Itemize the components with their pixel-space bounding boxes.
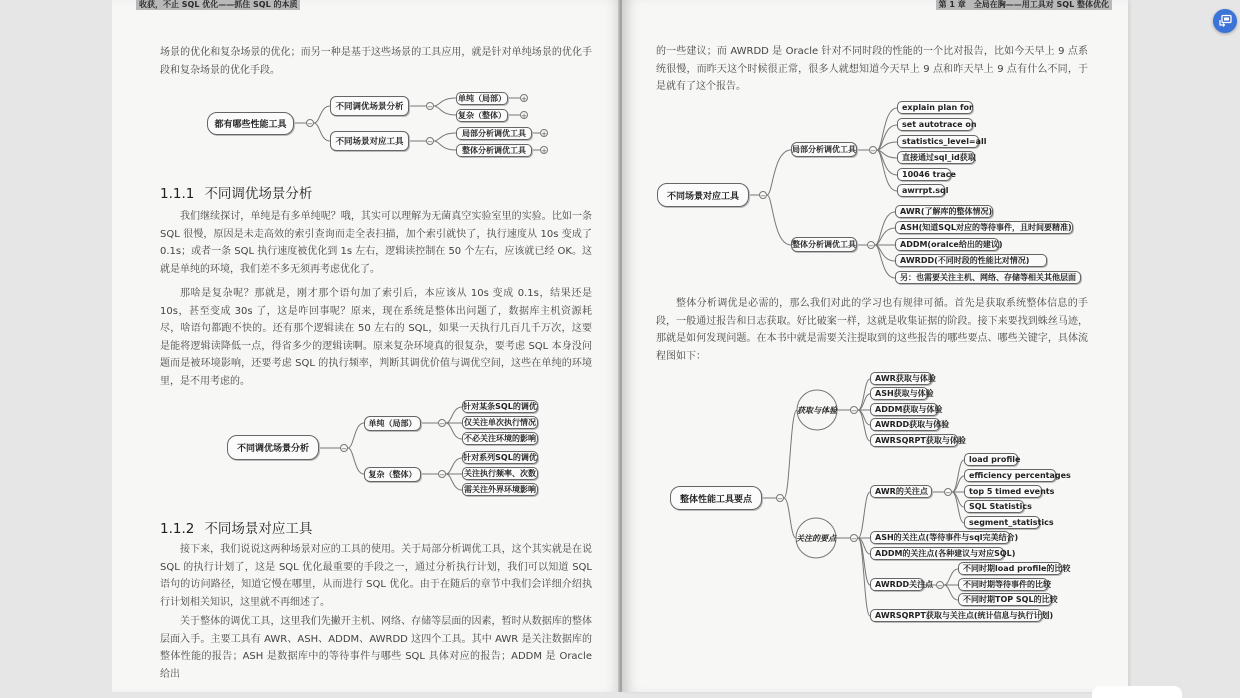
paragraph: 关于整体的调优工具，这里我们先撇开主机、网络、存储等层面的因素，暂时从数据库的整体层面入手。主要工具有 AWR、ASH、ADDM、AWRDD 这四个工具。其中 AWR 是关注数据库的整体性能的报告；ASH 是数据库中的等待事件与哪些 SQL 具体对应的报告；ADDM 是 Oracle 给出: [160, 616, 592, 680]
mindmap-root: 不同场景对应工具: [657, 183, 749, 207]
mindmap-scenario-tools: [657, 99, 1087, 287]
mindmap-leaf: 针对系列SQL的调优: [463, 453, 537, 462]
section-title: 不同调优场景分析: [204, 186, 313, 202]
mindmap-branch: 复杂（整体）: [364, 467, 421, 482]
collapse-toggle[interactable]: −: [427, 138, 433, 146]
mindmap-branch: 整体分析调优工具: [791, 237, 857, 252]
expand-toggle[interactable]: +: [541, 147, 547, 155]
collapse-toggle[interactable]: −: [777, 495, 783, 503]
mindmap-leaf: 不必关注环境的影响: [464, 434, 536, 443]
mindmap-leaf: statistics_level=all: [897, 135, 979, 148]
collapse-toggle[interactable]: −: [439, 471, 445, 479]
mindmap-leaf: SQL Statistics: [964, 500, 1024, 513]
collapse-toggle[interactable]: −: [868, 242, 874, 250]
mindmap-root: 不同调优场景分析: [227, 435, 319, 460]
mindmap-leaf: ADDM(oralce给出的建议): [895, 238, 999, 251]
collapse-toggle[interactable]: −: [945, 489, 951, 497]
paragraph: 的一些建议；而 AWRDD 是 Oracle 针对不同时段的性能的一个比对报告，比如今天早上 9 点系统很慢，而昨天这个时候很正常，很多人就想知道今天早上 9 点和昨天早上 9 点有什么不同，于是就有了这个报告。: [656, 46, 1088, 92]
running-head-right: 第 1 章 全局在胸——用工具对 SQL 整体优化: [936, 0, 1112, 10]
mindmap-branch: 不同调优场景分析: [330, 96, 409, 116]
translate-screen-icon: [1218, 14, 1232, 28]
section-number: 1.1.2: [160, 521, 195, 537]
mindmap-leaf: AWRDD(不同时段的性能比对情况): [895, 254, 1047, 267]
paragraph: 我们继续探讨，单纯是有多单纯呢？哦，其实可以理解为无菌真空实验室里的实验。比如一条 SQL 很慢，原因是未走高效的索引查询而走全表扫描，加个索引就快了，执行速度从 10s 变成了 0.1s；或者一条 SQL 执行速度被优化到 1s 左右，逻辑读控制在 50 个左右，应该就已经 OK。这就是单纯的环境，我们差不多无须再考虑优化了。: [160, 211, 592, 275]
collapse-toggle[interactable]: −: [439, 420, 445, 428]
section-heading-1-1-1: [160, 182, 312, 202]
section-number: 1.1.1: [160, 186, 195, 202]
running-head-left: 收获，不止 SQL 优化——抓住 SQL 的本质: [136, 0, 300, 10]
mindmap-leaf: 10046 trace: [897, 168, 951, 181]
mindmap-leaf: ADDM的关注点(各种建议与对应SQL): [870, 547, 1004, 560]
mindmap-branch: 局部分析调优工具: [791, 142, 857, 157]
section-heading-1-1-2: [160, 517, 312, 537]
mindmap-leaf: 关注执行频率、次数: [464, 469, 536, 478]
mindmap-node: AWR的关注点: [870, 485, 932, 498]
mindmap-leaf: 复杂（整体）: [458, 111, 506, 120]
mindmap-leaf: AWRDD获取与体验: [870, 418, 940, 431]
mindmap-performance-keypoints: [670, 368, 1090, 630]
mindmap-node: AWRDD关注点: [870, 578, 924, 591]
paragraph: 整体分析调优是必需的，那么我们对此的学习也有规律可循。首先是获取系统整体信息的手段，一般通过报告和日志获取。好比破案一样，这就是收集证据的阶段。接下来要找到蛛丝马迹，那就是如何发现问题。在本书中就是需要关注提取到的这些报告的哪些要点、哪些关键字，具体流程图如下：: [656, 298, 1088, 362]
mindmap-leaf: top 5 timed events: [964, 485, 1042, 498]
mindmap-leaf: set autotrace on: [897, 118, 973, 131]
collapse-toggle[interactable]: −: [760, 192, 766, 200]
collapse-toggle[interactable]: −: [851, 535, 857, 543]
collapse-toggle[interactable]: −: [307, 120, 313, 128]
mindmap-leaf: efficiency percentages: [964, 469, 1056, 482]
mindmap-leaf: 不同时期等待事件的比较: [958, 578, 1048, 591]
collapse-toggle[interactable]: −: [341, 445, 347, 453]
expand-toggle[interactable]: +: [521, 112, 527, 120]
mindmap-leaf: 不同时期load profile的比较: [958, 562, 1062, 575]
section-title: 不同场景对应工具: [204, 521, 313, 537]
mindmap-leaf: ASH(知道SQL对应的等待事件，且时间要精准): [895, 221, 1073, 234]
mindmap-root: 整体性能工具要点: [670, 486, 762, 510]
mindmap-leaf: explain plan for: [897, 101, 973, 114]
intro-paragraph: 场景的优化和复杂场景的优化；而另一种是基于这些场景的工具应用，就是针对单纯场景的优化手段和复杂场景的优化手段。: [160, 47, 592, 76]
mindmap-leaf: 单纯（局部）: [458, 94, 506, 103]
collapse-toggle[interactable]: −: [851, 407, 857, 415]
mindmap-leaf: 局部分析调优工具: [456, 127, 532, 140]
collapse-toggle[interactable]: −: [870, 147, 876, 155]
mindmap-branch-circle: 获取与体验: [797, 405, 837, 415]
mindmap-leaf: 直接通过sql_id获取: [897, 151, 975, 164]
mindmap-tuning-scenarios: [222, 398, 552, 502]
paragraph: 接下来，我们说说这两种场景对应的工具的使用。关于局部分析调优工具，这个其实就是在说 SQL 的执行计划了，这是 SQL 优化最重要的手段之一，通过分析执行计划，我们可以知道 SQL 语句的访问路径，知道它慢在哪里，从而进行 SQL 优化。由于在随后的章节中我们会详细介绍执行计划相关知识，这里就不再细述了。: [160, 544, 592, 608]
mindmap-root: 都有哪些性能工具: [207, 112, 294, 135]
mindmap-leaf: 不同时期TOP SQL的比较: [958, 593, 1052, 606]
mindmap-leaf: 整体分析调优工具: [456, 144, 532, 157]
mindmap-leaf: 针对某条SQL的调优: [463, 402, 537, 411]
mindmap-leaf: AWRSQRPT获取与关注点(统计信息与执行计划): [870, 609, 1042, 622]
bottom-panel-tab[interactable]: [1092, 686, 1182, 698]
mindmap-performance-tools: [202, 88, 562, 160]
collapse-toggle[interactable]: −: [937, 582, 943, 590]
mindmap-leaf: AWRSQRPT获取与体验: [870, 434, 958, 447]
mindmap-leaf: ASH的关注点(等待事件与sql完美结合): [870, 531, 1010, 544]
mindmap-branch: 单纯（局部）: [364, 416, 421, 431]
right-page: [622, 0, 1128, 692]
mindmap-branch: 不同场景对应工具: [330, 131, 409, 151]
translate-screen-button[interactable]: [1213, 9, 1237, 33]
mindmap-leaf: 需关注外界环境影响: [464, 485, 536, 494]
mindmap-leaf: load profile: [964, 453, 1018, 466]
mindmap-leaf: ASH获取与体验: [870, 387, 928, 400]
mindmap-leaf: awrrpt.sql: [897, 184, 945, 197]
mindmap-leaf: 仅关注单次执行情况: [464, 418, 536, 427]
mindmap-branch-circle: 关注的要点: [796, 533, 836, 543]
paragraph: 那啥是复杂呢？那就是，刚才那个语句加了索引后，本应该从 10s 变成 0.1s，结果还是 10s，甚至变成 30s 了，这是咋回事呢？原来，现在系统是整体出问题了，数据库主机资源耗尽，啥语句都跑不快的。还有那个逻辑读在 50 左右的 SQL，如果一天执行几百几千万次，这要是能将逻辑读降低一点，得省多少的逻辑读啊。原来复杂环境真的很复杂，要考虑 SQL 本身没问题而是被环境影响，还要考虑 SQL 的执行频率，判断其调优价值与调优空间，这些在单纯的环境里，是不用考虑的。: [160, 288, 592, 387]
mindmap-leaf: ADDM获取与体验: [870, 403, 938, 416]
mindmap-leaf: 另：也需要关注主机、网络、存储等相关其他层面: [895, 271, 1081, 284]
mindmap-leaf: AWR获取与体验: [870, 372, 932, 385]
expand-toggle[interactable]: +: [541, 130, 547, 138]
expand-toggle[interactable]: +: [521, 95, 527, 103]
mindmap-leaf: segment_statistics: [964, 516, 1040, 529]
collapse-toggle[interactable]: −: [427, 103, 433, 111]
mindmap-leaf: AWR(了解库的整体情况): [895, 205, 993, 218]
left-page: [112, 0, 620, 692]
